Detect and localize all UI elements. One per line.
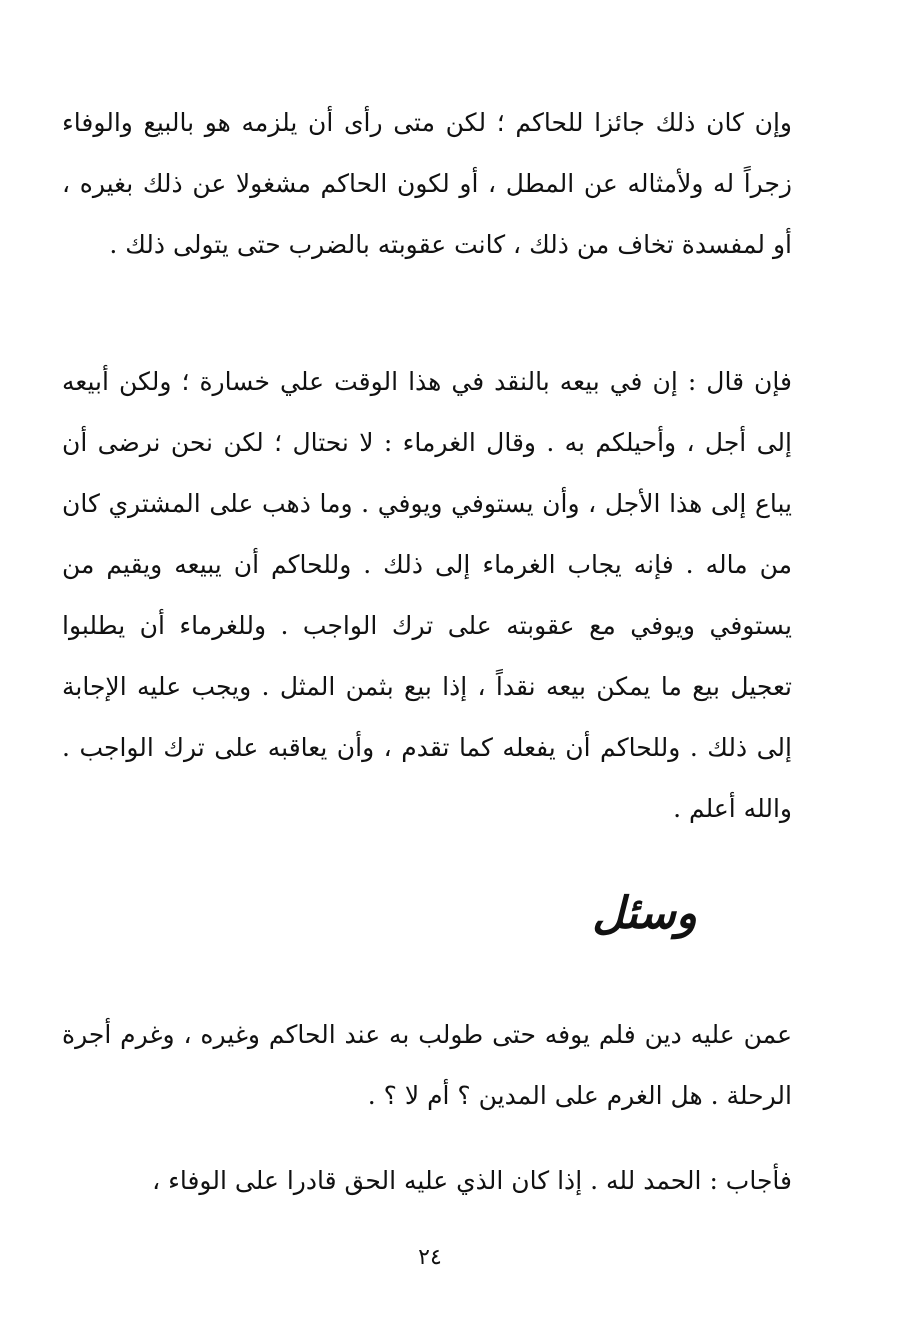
answer-paragraph: فأجاب : الحمد لله . إذا كان الذي عليه الحق قادرا على الوفاء ،	[152, 1166, 792, 1195]
section-heading: وسئل	[592, 888, 697, 939]
paragraph-2: فإن قال : إن في بيعه بالنقد في هذا الوقت علي خسارة ؛ ولكن أبيعه إلى أجل ، وأحيلكم به . وقال الغرماء : لا نحتال ؛ لكن نحن نرضى أن يباع إلى هذا الأجل ، وأن يستوفي ويوفي . وما ذهب على المشتري كان من ماله . فإنه يجاب الغرماء إلى ذلك . وللحاكم أن يبيعه ويقيم من يستوفي ويوفي مع عقوبته على ترك الواجب . وللغرماء أن يطلبوا تعجيل بيع ما يمكن بيعه نقداً ، إذا بيع بثمن المثل . ويجب عليه الإجابة إلى ذلك . وللحاكم أن يفعله كما تقدم ، وأن يعاقبه على ترك الواجب . والله أعلم .	[62, 367, 792, 823]
question-paragraph: عمن عليه دين فلم يوفه حتى طولب به عند الحاكم وغيره ، وغرم أجرة الرحلة . هل الغرم على المدين ؟ أم لا ؟ .	[62, 1020, 792, 1110]
page-number: ٢٤	[418, 1245, 442, 1270]
paragraph-1: وإن كان ذلك جائزا للحاكم ؛ لكن متى رأى أن يلزمه هو بالبيع والوفاء زجراً له ولأمثاله عن المطل ، أو لكون الحاكم مشغولا عن ذلك بغيره ، أو لمفسدة تخاف من ذلك ، كانت عقوبته بالضرب حتى يتولى ذلك .	[62, 108, 792, 259]
